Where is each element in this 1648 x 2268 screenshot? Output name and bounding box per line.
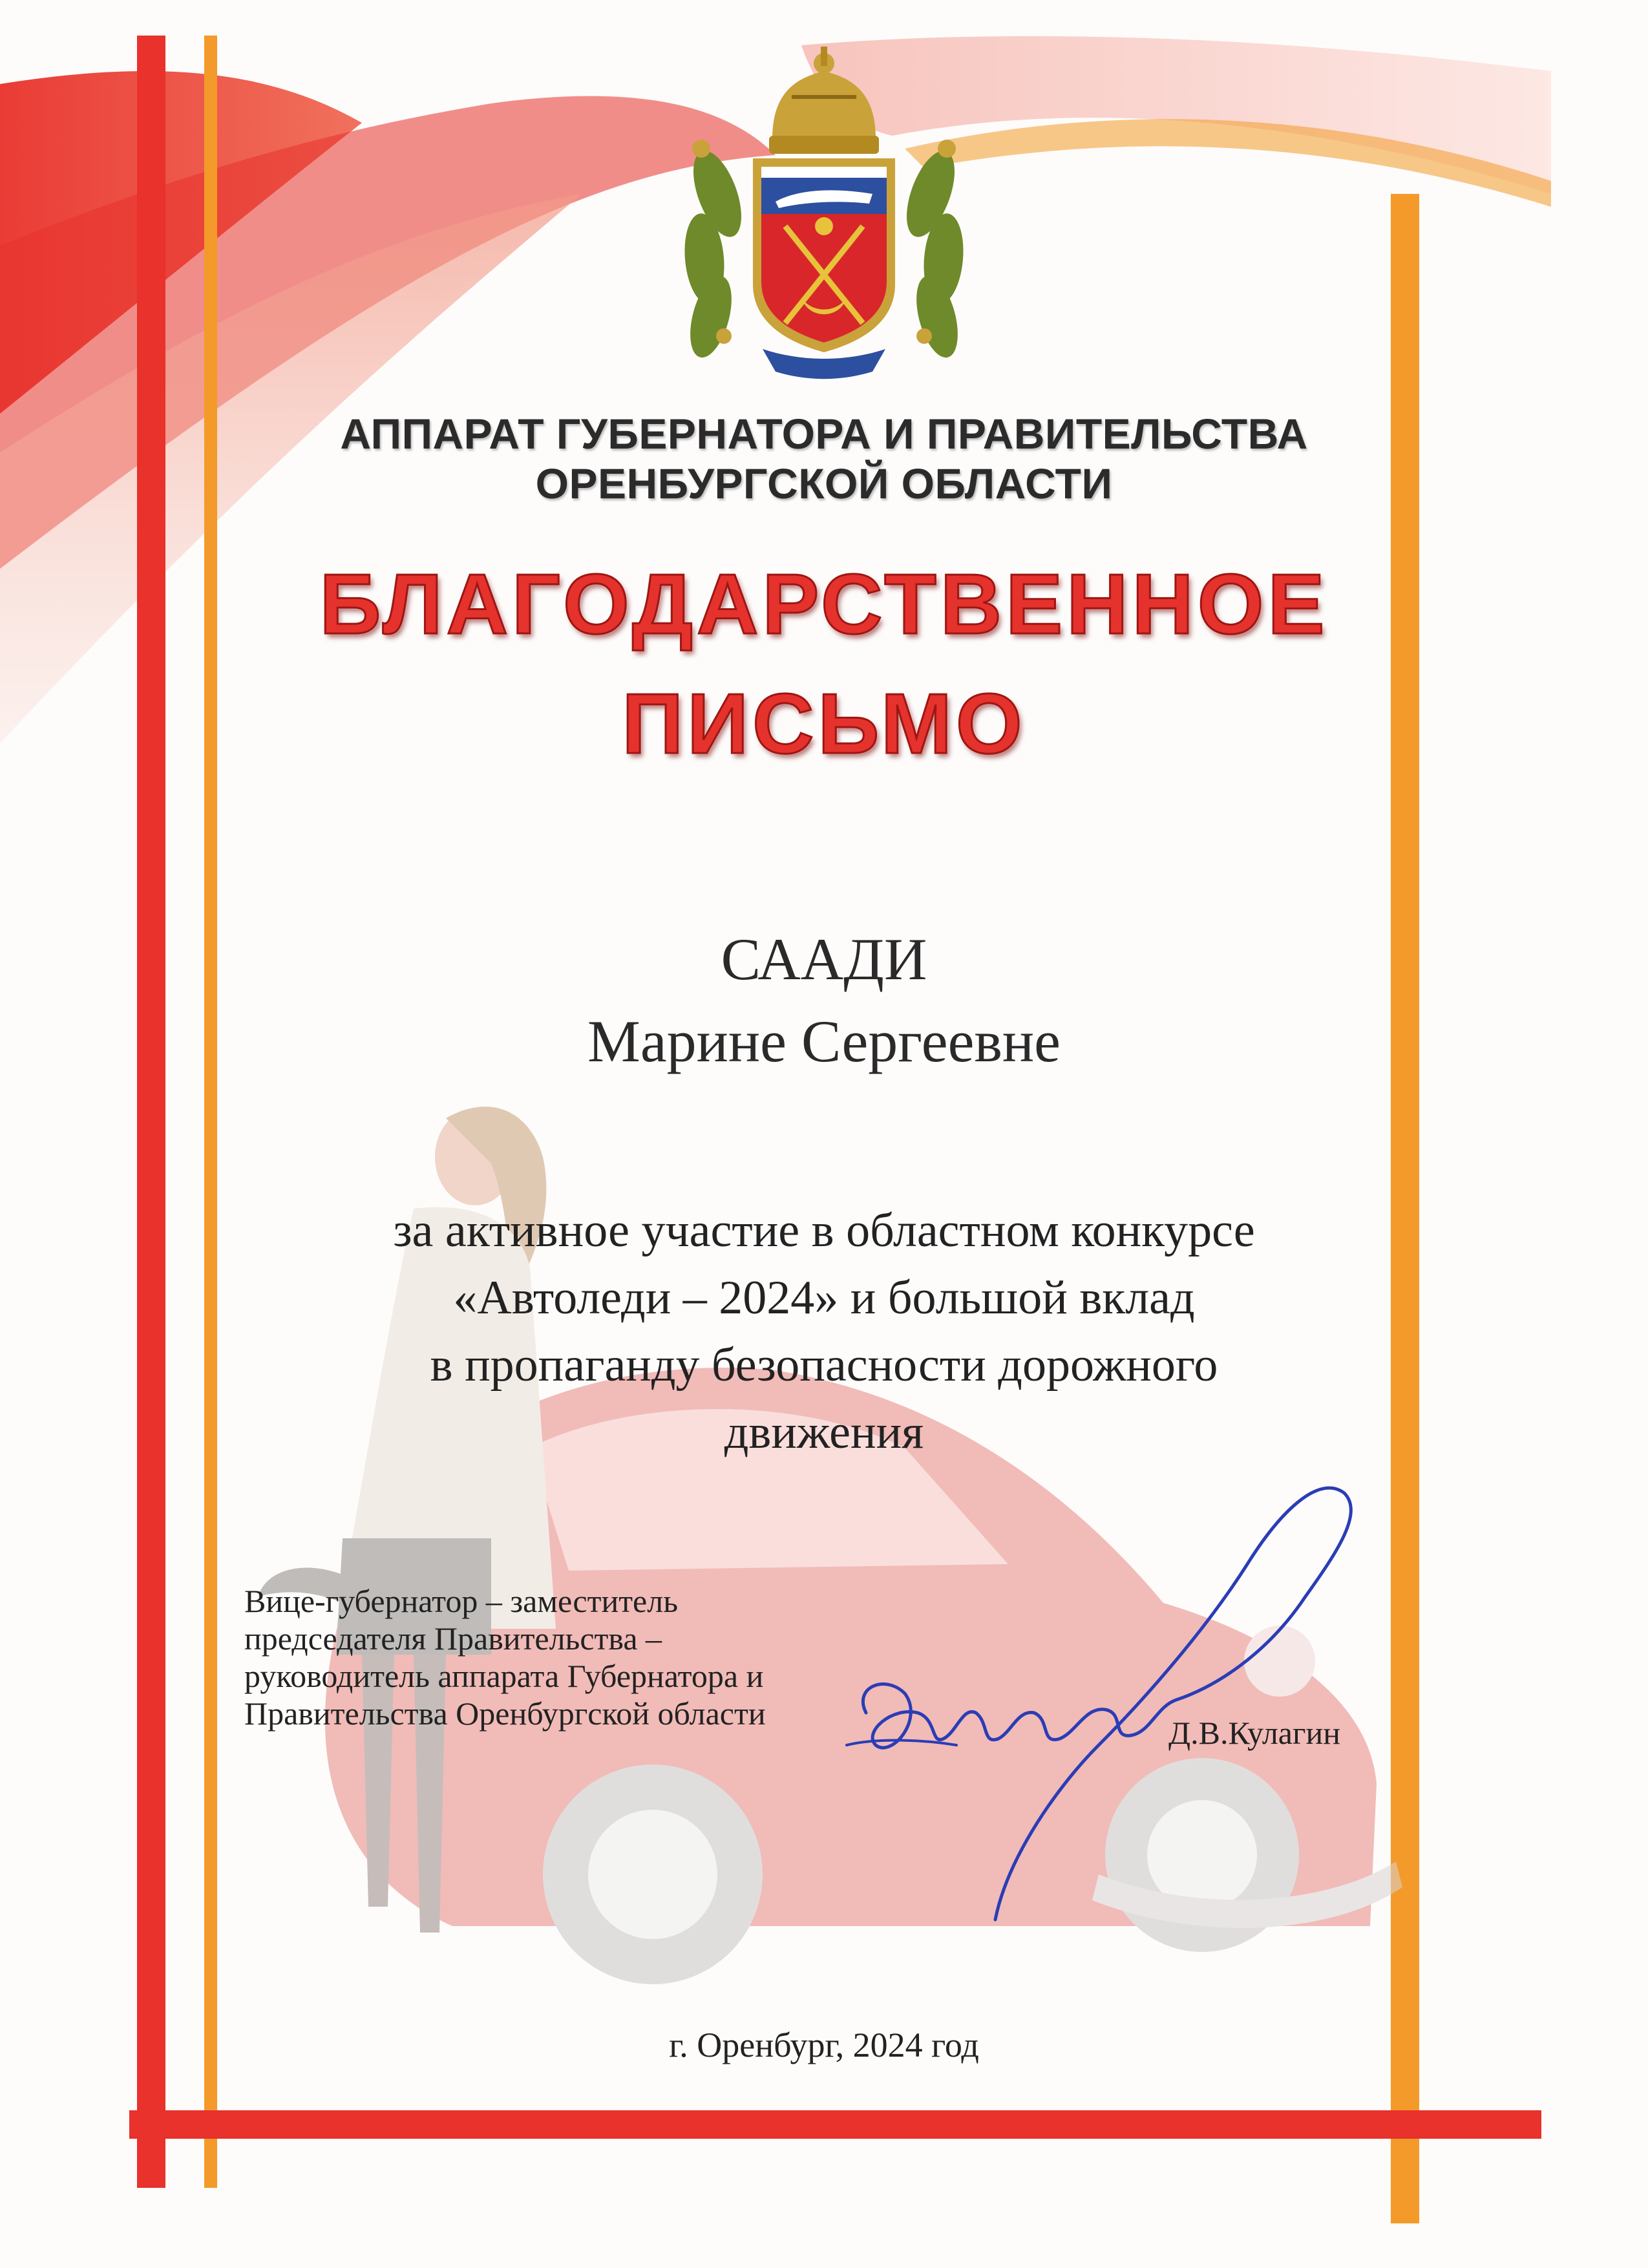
- document-title-line-1: БЛАГОДАРСТВЕННОЕ: [319, 556, 1329, 652]
- signer-title-line-3: руководитель аппарата Губернатора и: [244, 1658, 764, 1694]
- signer-title-line-2: председателя Правительства –: [244, 1620, 662, 1657]
- reason-line-2: «Автоледи – 2024» и большой вклад: [453, 1271, 1195, 1324]
- recipient-name: Марине Сергеевне: [587, 1008, 1061, 1074]
- signer-name: Д.В.Кулагин: [1168, 1715, 1341, 1751]
- reason-line-3: в пропаганду безопасности дорожного: [430, 1339, 1218, 1392]
- issuer-line-1: АППАРАТ ГУБЕРНАТОРА И ПРАВИТЕЛЬСТВА: [340, 410, 1308, 458]
- reason-line-1: за активное участие в областном конкурсе: [393, 1204, 1255, 1257]
- signer-title-line-1: Вице-губернатор – заместитель: [244, 1583, 678, 1619]
- city-date: г. Оренбург, 2024 год: [669, 2026, 979, 2064]
- reason-line-4: движения: [724, 1406, 924, 1459]
- signer-title-line-4: Правительства Оренбургской области: [244, 1695, 766, 1732]
- recipient-surname: СААДИ: [721, 926, 927, 992]
- document-title-line-2: ПИСЬМО: [622, 676, 1026, 771]
- issuer-line-2: ОРЕНБУРГСКОЙ ОБЛАСТИ: [535, 460, 1113, 507]
